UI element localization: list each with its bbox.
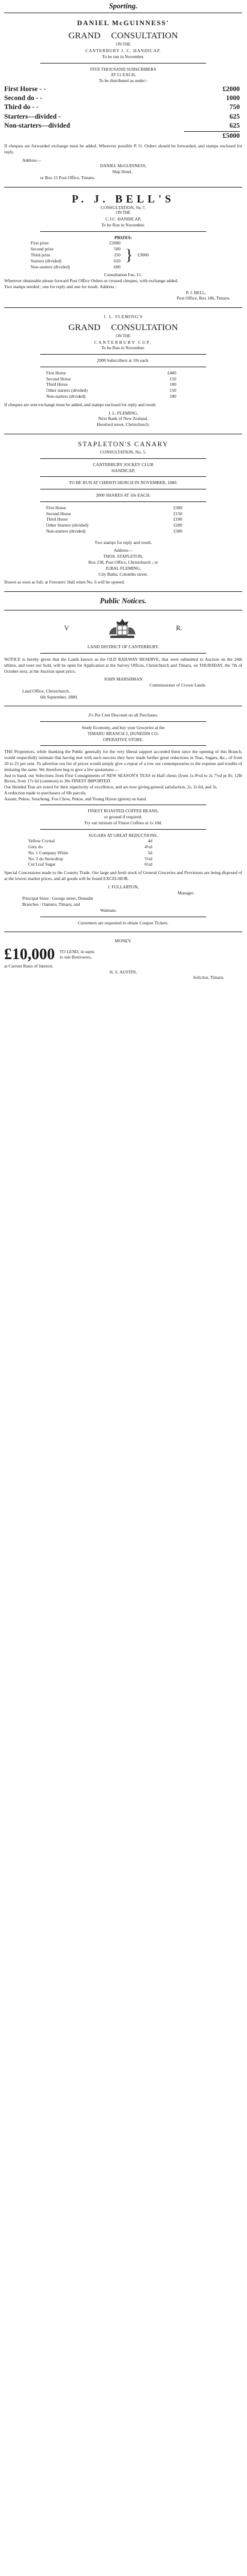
on-the-label: ON THE	[116, 43, 131, 47]
study-line: Study Economy, and buy your Groceries at the	[82, 725, 165, 731]
body-text: Special Concessions made to the Country Trade. Our large and fresh stock of General Groceries and Provisions are being disposed of at the lowest market prices, and all goods will be found EXCELSIOR.	[4, 870, 242, 882]
prize-row: First Horse - - £2000	[4, 86, 240, 93]
body-text: If cheques are sent exchange must be added, and stamps enclosed for reply and result.	[4, 401, 157, 407]
sugar-heading: SUGARS AT GREAT REDUCTIONS.	[88, 832, 158, 838]
prize-row: Second prize 500	[31, 246, 121, 252]
sugar-price-list	[4, 838, 242, 867]
run-date: To be Run in November.	[101, 222, 145, 228]
address-line: JUBAL FLEMING,	[105, 565, 141, 571]
sugar-row: Yellow Crystal 4d	[28, 838, 152, 844]
prize-row: Starters (divided) 650	[31, 258, 121, 264]
event-name: CANTERBURY J. C. HANDICAP.	[85, 48, 161, 54]
crest-letter: V	[64, 624, 70, 632]
date-line: 6th September, 1880.	[40, 694, 78, 700]
stapleton-advert	[4, 439, 242, 587]
title-word-grand: GRAND	[68, 31, 101, 41]
prize-row: Non-starters (divided) £300	[46, 528, 182, 534]
divider	[40, 501, 206, 502]
title-word-consultation: CONSULTATION	[111, 322, 178, 332]
divider	[40, 829, 206, 830]
coupon-line: Customers are requested to obtain Coupon Tickets.	[78, 920, 168, 926]
prize-row: Third Horse £100	[46, 516, 182, 522]
prize-total: £3000	[137, 252, 149, 258]
prize-row: Third do - - 750	[4, 104, 240, 111]
prizes-heading: PRIZES:	[114, 234, 132, 240]
distribution-line: To be distributed as under:-	[98, 78, 148, 84]
money-advert	[4, 936, 242, 982]
address-label: Address—	[113, 548, 133, 554]
manager-title: Manager.	[177, 890, 194, 896]
body-text: THE Proprietors, while thanking the Public generally for the very liberal support accorded them since the opening of this Branch, would respectfully intimate that having met with such success they have made further great reductions in Teas, Sugars, &c., of from 20 to 25 per cent. To advertise our list of prices would simply give a repeat of a row our contemporaries to the expense and trouble of imitating the same. We therefore beg to give a few quotations:—	[4, 749, 242, 772]
body-text: Wherever obtainable please forward Post Office Orders or crossed cheques, with exchange added.	[4, 278, 179, 284]
divider	[40, 476, 206, 477]
money-name: H. S. AUSTIN,	[109, 969, 137, 975]
coffee-heading: FINEST ROASTED COFFEE BEANS,	[88, 808, 159, 814]
body-text: If cheques are forwarded exchange must be added. Wherever possible P. O. Orders should be forwarded, and stamps enclosed for reply.	[4, 143, 242, 155]
on-the-label: ON THE	[116, 334, 131, 338]
money-row	[4, 946, 242, 963]
address-line: or Box 15 Post Office, Timaru.	[40, 174, 95, 180]
section-heading-public-notices: Public Notices.	[100, 597, 147, 606]
prize-row: Non-starters (divided) 600	[31, 264, 121, 270]
event-name: CANTERBURY CUP,	[94, 339, 152, 345]
address-line: Ship Hotel,	[112, 169, 132, 175]
money-text: to suit Borrowers,	[59, 954, 92, 960]
address-line: Next Bank of New Zealand,	[98, 416, 149, 422]
address-label: Address—	[22, 157, 41, 163]
sugar-row: Cut Loaf Sugar 6½d	[28, 861, 152, 867]
prize-list	[4, 505, 242, 534]
prize-row: Non-starters (divided) 200	[46, 394, 176, 400]
sugar-row: No. 1 Company White 5d	[28, 849, 152, 855]
body-text: Two stamps needed ; one for reply and one for result. Address :	[4, 283, 117, 289]
stamps-line: Two stamps for reply and result.	[94, 539, 152, 545]
prize-row: Starters—divided - 625	[4, 113, 240, 120]
address-name: DANIEL McGUINNESS,	[100, 163, 147, 169]
prize-row: First Horse £400	[46, 370, 176, 376]
divider	[40, 721, 206, 722]
money-text: at Current Rates of Interest.	[4, 963, 53, 969]
store-name: OPERATIVE STORE.	[103, 736, 144, 742]
title-word-consultation: CONSULTATION	[111, 31, 178, 41]
prize-row: Other Starters (divided) £200	[46, 522, 182, 528]
branches-line: Branches : Oamaru, Timaru, and	[22, 902, 80, 908]
event-name: C.J.C. HANDICAP,	[105, 216, 141, 222]
sugar-row: No. 2 do Snowdrop 5½d	[28, 855, 152, 861]
divider	[4, 187, 242, 188]
on-the-label: ON THE	[116, 211, 131, 216]
money-text: TO LEND, in sums	[59, 948, 95, 954]
divider	[4, 591, 242, 592]
advertiser-name: J. L. FLEMING'S	[103, 314, 143, 320]
cooperative-store-advert	[4, 710, 242, 927]
prize-row: First Horse £300	[46, 504, 182, 510]
divider	[40, 458, 206, 459]
body-text: Our blended Teas are noted for their superiority of excellence, and are now giving general satisfaction, 2s, 2s 6d, and 3s.	[4, 784, 218, 790]
signer-title: Commissioner of Crown Lands.	[149, 682, 206, 688]
address-line: Hereford street, Christchurch.	[97, 422, 150, 428]
subscribers-line: 2000 Subscribers at 10s each.	[97, 358, 150, 364]
title-word-grand: GRAND	[68, 322, 101, 332]
prize-row: First prize £2000	[31, 240, 121, 246]
signer-name: JOHN MARSHMAN	[104, 676, 143, 682]
branches-line: Waimate.	[100, 907, 117, 913]
prize-row: Third Horse 100	[46, 382, 176, 388]
money-title: Solicitor, Timaru.	[192, 975, 224, 981]
divider	[4, 307, 242, 308]
advertiser-name: P. J. BELL'S	[71, 192, 175, 205]
advertiser-name: DANIEL McGUINNESS'	[77, 20, 170, 28]
prize-row: Second Horse 150	[46, 376, 176, 382]
discount-line: 2½ Per Cent Discount on all Purchases.	[88, 712, 158, 718]
prize-total: £5000	[184, 131, 240, 141]
divider	[40, 63, 206, 64]
coffee-mixture: Try our mixture of Finest Coffees at 1s 10d.	[84, 820, 162, 826]
divider	[40, 354, 206, 355]
body-text: Drawn as soon as full, at Foresters' Hall when No. 6 will be opened.	[4, 579, 125, 585]
subscribers-line: FIVE THOUSAND SUBSCRIBERS	[90, 66, 156, 72]
mcguinness-advert	[4, 17, 242, 182]
consultation-title	[4, 322, 242, 334]
sugar-row: Grey do 4½d	[28, 844, 152, 850]
coffee-sub: or ground if required.	[104, 814, 143, 820]
royal-crest	[4, 615, 242, 642]
address-line: Box 238, Post Office, Christchurch ; or	[88, 559, 158, 565]
newspaper-page	[0, 0, 247, 982]
address-name: J. L. FLEMING,	[108, 410, 138, 416]
body-text: NOTICE is hereby given that the Lands known as the OLD RAILWAY RESERVE, that were submitted to Auction on the 24th ultimo, and were not Sold, will be open for Application at the Survey Offices, Christchurch and Timaru, on THURSDAY, the 7th of October next, at the Auction upset price.	[4, 657, 242, 674]
brace: }	[125, 246, 133, 264]
money-amount: £10,000	[4, 945, 55, 963]
fee-line: Consultation Fee, £1.	[104, 272, 143, 278]
consultation-title	[4, 31, 242, 43]
divider	[40, 653, 206, 654]
consultation-title: STAPLETON'S CANARY	[78, 440, 168, 448]
crest-letter: R.	[176, 624, 182, 632]
address-line: Post Office, Box 186, Timaru.	[176, 295, 230, 301]
address-name: P. J. BELL,	[186, 289, 206, 295]
prize-list	[4, 370, 242, 400]
prize-row: Other starters (divided) 150	[46, 388, 176, 394]
address-name: THOS. STAPLETON,	[103, 554, 143, 560]
divider	[40, 231, 206, 232]
money-heading: MONEY.	[115, 938, 132, 944]
notice-heading: LAND DISTRICT OF CANTERBURY.	[87, 644, 159, 650]
address-line: City Baths, Colombo street.	[98, 571, 148, 577]
fleming-advert	[4, 312, 242, 430]
price-line: AT £1 EACH,	[110, 72, 136, 78]
run-date: To be run in November.	[102, 53, 144, 59]
body-text: A reduction made to purchasers of 6lb parcels.	[4, 790, 87, 796]
prize-row: Second Horse £150	[46, 510, 182, 516]
shares-line: 2000 SHARES AT 10s EACH.	[95, 492, 151, 498]
divider	[40, 745, 206, 746]
store-name: TIMARU BRANCH 2, DUNEDIN CO-	[87, 730, 159, 736]
run-date: To be Run in November.	[101, 345, 145, 351]
place-line: Land Office, Christchurch,	[22, 688, 70, 694]
bell-advert	[4, 192, 242, 303]
money-terms	[60, 949, 95, 961]
prize-table	[4, 240, 242, 270]
land-notice	[4, 642, 242, 702]
prize-row: Non-starters—divided 625	[4, 122, 240, 129]
royal-coat-of-arms-icon	[104, 616, 140, 640]
body-text: Just to hand, our Selections from First Consignments of NEW SEASON'S TEAS in Half chests (from 1s 8½d to 2s 7½d pr lb; 12lb Boxes, from 17s 6d (common) to 30s FINEST IMPORTED.	[4, 772, 242, 784]
prize-list	[4, 84, 242, 141]
section-heading-sporting: Sporting.	[109, 2, 138, 10]
prize-row: Third prize 250	[31, 252, 121, 258]
club-name: CANTERBURY JOCKEY CLUB	[93, 461, 153, 467]
event-name: HANDICAP,	[111, 467, 135, 473]
manager-name: J. FULLARTON,	[107, 884, 139, 890]
run-line: TO BE RUN AT CHRISTCHURCH IN NOVEMBER, 1880.	[68, 480, 178, 486]
body-text: Assam, Pekoe, Souchong, Foo Chow, Pekoe, and Young Hyson (green) on hand.	[4, 796, 147, 802]
principal-store-line: Principal Store : George street, Dunedin	[22, 896, 94, 902]
prize-row: Second do - - 1000	[4, 95, 240, 102]
consultation-number: CONSULTATION, No. 5.	[100, 449, 146, 455]
consultation-title: CONSULTATION, No 7,	[100, 205, 146, 211]
